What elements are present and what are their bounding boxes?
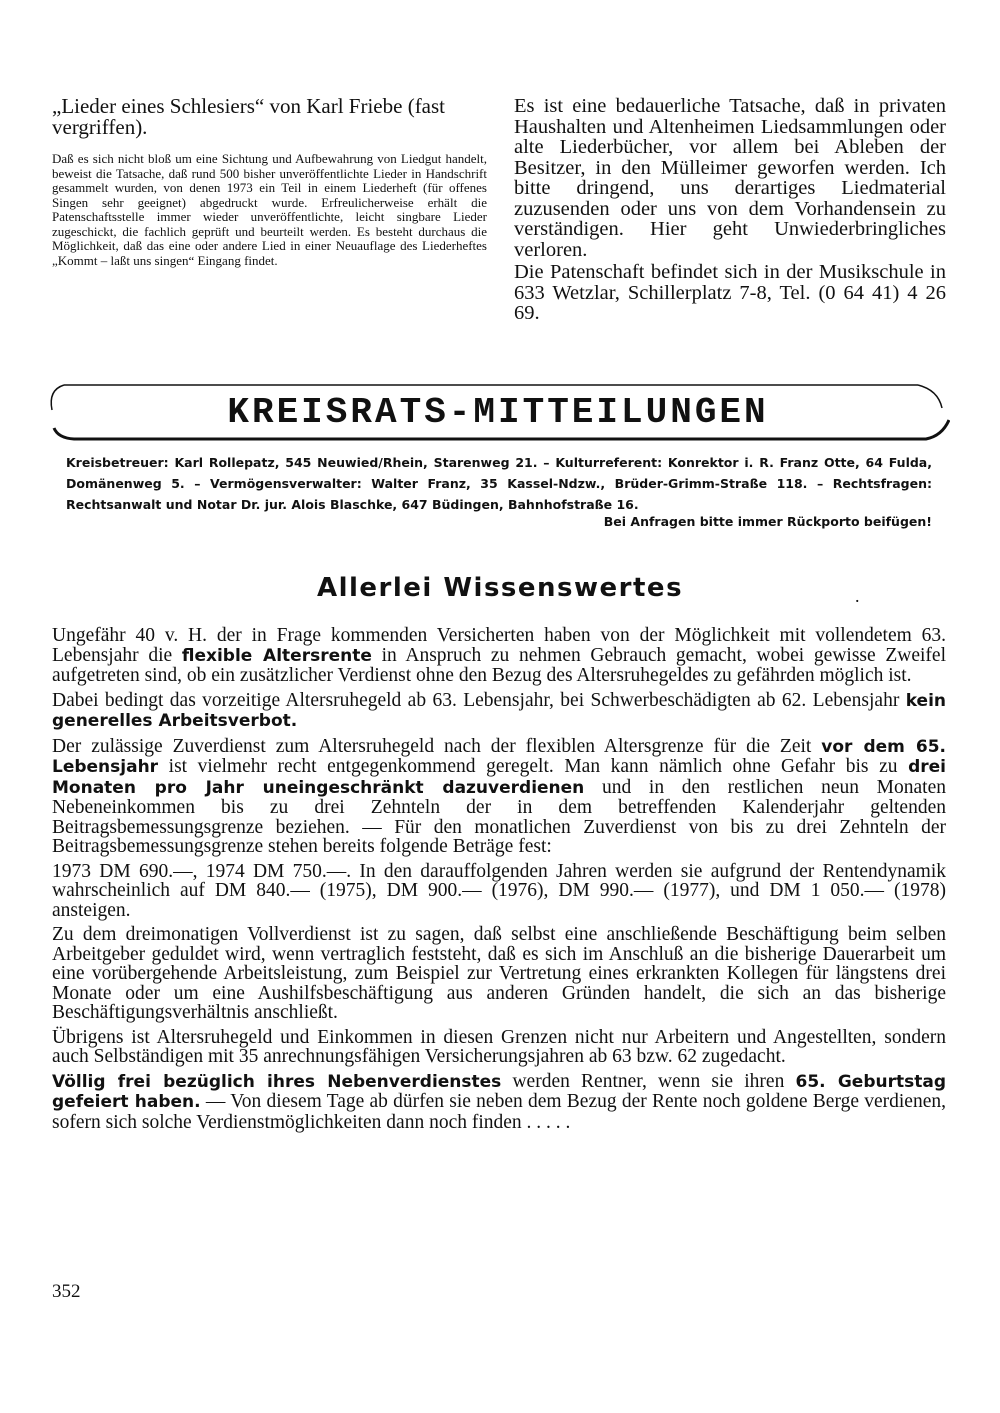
article-paragraph: Übrigens ist Altersruhegeld und Einkommen in diesen Grenzen nicht nur Arbeitern und Angestellten, sondern auch Selbständigen mit 35 anrechnungsfähigen Versicherungsjahren ab 63 bzw. 62 zugedacht. bbox=[52, 1026, 946, 1067]
text-run: und in den restlichen neun Monaten Nebeneinkommen bis zu drei Zehnteln der in dem betreffenden Kalenderjahr geltenden Beitragsbemessungsgrenze beziehen. — Für den monatlichen Zuverdienst von bis zu drei Zehnteln der Beitragsbemessungsgrenze stehen bereits folgende Beträge fest: bbox=[52, 776, 946, 857]
text-run: werden Rentner, wenn sie ihren bbox=[501, 1070, 796, 1092]
kreisrat-note: Bei Anfragen bitte immer Rückporto beifügen! bbox=[603, 514, 932, 529]
contact-role-label: Rechtsfragen: bbox=[832, 476, 932, 491]
emphasis: drei Monaten pro Jahr uneingeschränkt dazuverdienen bbox=[52, 757, 946, 798]
emphasis: vor dem 65. Lebensjahr bbox=[52, 736, 946, 777]
page-number: 352 bbox=[52, 1281, 81, 1302]
contact-text: Walter Franz, 35 Kassel-Ndzw., Brüder-Grimm-Straße 118. – bbox=[361, 476, 833, 491]
article-paragraph: 1973 DM 690.—, 1974 DM 750.—. In den darauffolgenden Jahren werden sie aufgrund der Rentendynamik wahrscheinlich auf DM 840.— (1975), DM 900.— (1976), DM 990.— (1977), und DM 1 050.— (1978) ansteigen. bbox=[52, 860, 946, 921]
stray-dot: . bbox=[855, 586, 860, 606]
kreisrat-contacts bbox=[66, 452, 932, 515]
section-title: Allerlei Wissenswertes bbox=[316, 573, 684, 603]
contact-role-label: Vermögensverwalter: bbox=[210, 476, 362, 491]
text-run: in Anspruch zu nehmen Gebrauch gemacht, wobei gewisse Zweifel aufgetreten sind, ob ein zusätzlicher Verdienst ohne den Bezug des Altersruhegeldes zu gefährden möglich ist. bbox=[52, 644, 946, 686]
article-paragraph bbox=[52, 626, 946, 686]
left-intro: „Lieder eines Schlesiers“ von Karl Friebe (fast vergriffen). bbox=[52, 94, 446, 139]
right-column bbox=[514, 96, 946, 324]
text-run: ist vielmehr recht entgegenkommend geregelt. Man kann nämlich ohne Gefahr bis zu bbox=[158, 756, 909, 777]
emphasis: 65. Geburtstag gefeiert haben. bbox=[52, 1071, 946, 1112]
contact-text: Konrektor i. R. Franz Otte, 64 Fulda, Domänenweg 5. – bbox=[66, 455, 932, 491]
right-paragraph-1: Es ist eine bedauerliche Tatsache, daß in privaten Haushalten und Altenheimen Liedsammlungen oder alte Liederbücher, vor allem bei Ableben der Besitzer, in den Mülleimer geworfen werden. Ich bitte dringend, uns derartiges Liedmaterial zuzusenden oder uns von dem Vorhandensein zu verständigen. Hier geht Unwiederbringliches verloren. bbox=[514, 95, 946, 261]
contact-role-label: Kulturreferent: bbox=[555, 455, 663, 470]
right-paragraph-2: Die Patenschaft befindet sich in der Musikschule in 633 Wetzlar, Schillerplatz 7-8, Tel. (0 64 41) 4 26 69. bbox=[514, 261, 946, 324]
article-paragraph bbox=[52, 691, 946, 732]
text-run: Dabei bedingt das vorzeitige Altersruhegeld ab 63. Lebensjahr, bei Schwerbeschädigten ab 62. Lebensjahr bbox=[52, 689, 906, 711]
text-run: Der zulässige Zuverdienst zum Altersruhegeld nach der flexiblen Altersgrenze für die Zeit bbox=[52, 735, 822, 757]
left-note: Daß es sich nicht bloß um eine Sichtung und Aufbewahrung von Liedgut handelt, beweist die Tatsache, daß rund 500 bisher unveröffentlichte Lieder in Handschrift gesammelt wurden, von denen 1973 ein Teil in einem Liederheft (für offenes Singen sehr geeignet) abgedruckt wurde. Erfreulicherweise erhält die Patenschaftsstelle immer wieder unveröffentlichte, leicht singbare Lieder zugeschickt, die fachlich geprüft und beurteilt werden. Es besteht durchaus die Möglichkeit, daß das eine oder andere Lied in einer Neuauflage des Liederheftes „Kommt – laßt uns singen“ Eingang findet. bbox=[52, 151, 487, 268]
text-run: — Von diesem Tage ab dürfen sie neben dem Bezug der Rente noch goldene Berge verdienen, sofern sich solche Verdienstmöglichkeiten dann noch finden . . . . . bbox=[52, 1091, 946, 1133]
kreisrat-banner bbox=[46, 378, 950, 450]
article-paragraph bbox=[52, 737, 946, 857]
emphasis: flexible Altersrente bbox=[181, 645, 372, 666]
text-run: Ungefähr 40 v. H. der in Frage kommenden Versicherten haben von der Möglichkeit mit vollendetem 63. Lebensjahr die bbox=[52, 625, 946, 666]
kreisrat-title: KREISRATS-MITTEILUNGEN bbox=[227, 392, 769, 433]
article-paragraph: Zu dem dreimonatigen Vollverdienst ist zu sagen, daß selbst eine anschließende Beschäftigung beim selben Arbeitgeber geduldet wird, wenn vertraglich feststeht, daß es sich im Anschluß an die bisherige Dauerarbeit um eine vorübergehende Arbeitsleistung, zum Beispiel zur Vertretung eines erkrankten Kollegen für längstens drei Monate oder um eine Aushilfsbeschäftigung aus anderen Gründen handelt, die sich an das bisherige Beschäftigungsverhältnis anschließt. bbox=[52, 924, 946, 1023]
left-column bbox=[52, 96, 487, 268]
emphasis: kein generelles Arbeitsverbot. bbox=[52, 690, 946, 731]
emphasis: Völlig frei bezüglich ihres Nebenverdienstes bbox=[52, 1071, 502, 1092]
contact-role-label: Kreisbetreuer: bbox=[66, 455, 169, 470]
article-paragraph bbox=[52, 1072, 946, 1133]
main-article bbox=[52, 626, 946, 1137]
contact-text: Rechtsanwalt und Notar Dr. jur. Alois Blaschke, 647 Büdingen, Bahnhofstraße 16. bbox=[66, 497, 639, 512]
contact-text: Karl Rollepatz, 545 Neuwied/Rhein, Starenweg 21. – bbox=[168, 455, 556, 470]
